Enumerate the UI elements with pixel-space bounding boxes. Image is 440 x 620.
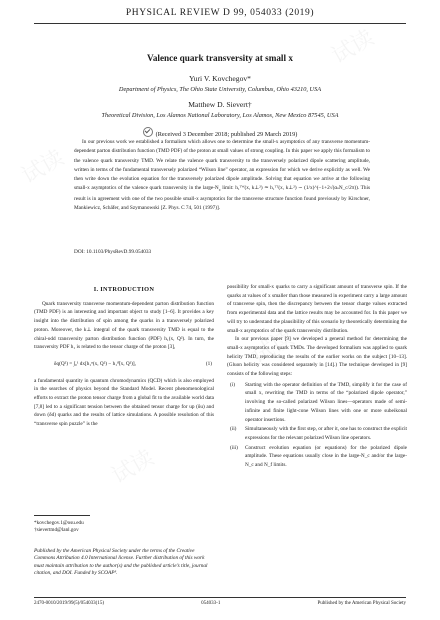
equation-body: [54, 360, 136, 369]
journal-header: PHYSICAL REVIEW D 99, 054033 (2019): [125, 8, 315, 18]
footnote-email[interactable]: †sievertmd@lanl.gov: [34, 527, 79, 534]
footnotes: [34, 520, 214, 534]
footer-publisher: Published by the American Physical Society: [317, 601, 406, 606]
watermark: [105, 441, 159, 490]
received-dates: [0, 127, 440, 138]
doi-link[interactable]: 10.1103/PhysRevD.99.054033: [86, 249, 152, 255]
abstract-formula: h₁ᵀᵂ(x, k⊥²) ≃ h₁ᵀᵀ(x, k⊥²) ∼ (1/x)^(−1+2√(αₛN_c/2π)): [235, 185, 358, 192]
list-item: [227, 444, 407, 470]
body-paragraph: a fundamental quantity in quantum chromodynamics (QCD) which is also employed in the searches of physics beyond the Standard Model. Recent phenomenological efforts to extract the proton tensor charge from a global fit to the available world data [7,8] led to a significant tension between the obtained tensor charge for up (δu) and down (δd) quarks and the results of lattice simulations. A possible resolution of this “transverse spin puzzle” is the: [34, 377, 214, 428]
body-paragraph: In our previous paper [9] we developed a general method for determining the small-x asymptotics of quark TMDs. The developed formalism was applied to quark helicity TMD, reproducing the results of the earlier works on the subject [10–13]. (Gluon helicity was considered separately in [14].) The technique developed in [9] consists of the following steps:: [227, 336, 407, 378]
paper-title: Valence quark transversity at small x: [147, 53, 293, 63]
equation-number: (1): [205, 360, 212, 367]
right-column: [227, 283, 407, 471]
check-for-updates-icon[interactable]: [143, 127, 153, 137]
step-number: (iii): [230, 444, 238, 451]
page-number: 054033-1: [201, 601, 221, 606]
footer-rule: [34, 597, 406, 598]
equation: [34, 360, 214, 369]
author-name: Yuri V. Kovchegov*: [189, 74, 251, 83]
received-text: (Received 3 December 2018; published 29 March 2019): [155, 131, 298, 138]
step-number: (i): [230, 381, 235, 388]
doi-label: DOI:: [74, 249, 85, 255]
footnote-rule: [34, 515, 90, 516]
steps-list: [227, 381, 407, 470]
author-name: Matthew D. Sievert†: [188, 100, 252, 109]
body-paragraph: possibility for small-x quarks to carry a significant amount of transverse spin. If the quarks at values of x smaller than those measured in experiment carry a large amount of transverse spin, then the discrepancy between the tensor charge values extracted from experimental data and the lattice results may be accounted for. In this paper we will try to understand the plausibility of this scenario by theoretically determining the small-x asymptotics of the quark transversity distribution.: [227, 284, 407, 334]
header-rule: [34, 23, 406, 24]
step-text: Construct evolution equation (or equations) for the polarized dipole amplitude. These equations usually close in the large-N_c and/or the large-N_c and N_f limits.: [245, 444, 407, 469]
body-paragraph: Quark transversity transverse momentum-dependent parton distribution function (TMD PDF) is an interesting and important object to study [1–6]. It provides a key insight into the distribution of spin among the quarks in a transversely polarized proton. Moreover, the k⊥ integral of the quark transversity TMD is equal to the chiral-odd transversity parton distribution function (PDF) h₁(x, Q²). In turn, the transversity PDF h₁ is related to the tensor charge of the proton [3],: [34, 300, 214, 351]
left-column: [34, 283, 214, 429]
footnote-email[interactable]: *kovchegov.1@osu.edu: [34, 520, 84, 526]
step-number: (ii): [230, 426, 237, 433]
list-item: [227, 425, 407, 442]
abstract-tail: . This result is in agreement with one of the two possible small-x asymptotics for the transverse structure function found previously by Kirschner, Mankiewicz, Schäfer, and Szymanowski: [74, 185, 370, 212]
abstract: [74, 138, 370, 213]
author-affiliation: Theoretical Division, Los Alamos National Laboratory, Los Alamos, New Mexico 87545, USA: [101, 112, 339, 119]
author-affiliation: Department of Physics, The Ohio State University, Columbus, Ohio 43210, USA: [118, 86, 322, 93]
abstract-paragraph: In our previous work we established a formalism which allows one to determine the small-x asymptotics of any transverse momentum-dependent parton distribution function (TMD PDF) of the proton at small values of strong coupling. In this paper we apply this formalism to the valence quark transversity TMD. We relate the valence quark transversity to the transversely polarized dipole scattering amplitude, written in terms of the fundamental transversely polarized “Wilson line” operator, an expression for which we derive explicitly as well. We then write down the evolution equation for the transversely polarized dipole amplitude. Solving that equation we arrive at the following small-x asymptotics of the valence quark transversity in the large-$N_c$ limit: h₁ᵀᵂ(x, k⊥²) ≃ h₁ᵀᵀ(x, k⊥²) ∼ (1/x)^(−1+2√(αₛN_c/2π)). This result is in agreement with one of the two possible small-x asymptotics for the transverse structure function found previously by Kirschner, Mankiewicz, Schäfer, and Szymanowski [Z. Phys. C 74, 501 (1997)].: [74, 139, 370, 212]
abstract-body: In our previous work we established a formalism which allows one to determine the small-x asymptotics of any transverse momentum-dependent parton distribution function (TMD PDF) of the proton at small values of strong coupling. In this paper we apply this formalism to the valence quark transversity TMD. We relate the valence quark transversity to the transversely polarized dipole scattering amplitude, written in terms of the fundamental transversely polarized “Wilson line” operator, an expression for which we derive explicitly as well. We then write down the evolution equation for the transversely polarized dipole amplitude. Solving that equation we arrive at the following small-x asymptotics of the valence quark transversity in the large-N: [74, 139, 370, 192]
step-text: Starting with the operator definition of the TMD, simplify it for the case of small x, rewriting the TMD in terms of the “polarized dipole operator,” involving the so-called polarized Wilson lines—operators made of semi-infinite and finite light-cone Wilson lines with one or more subeikonal operator insertions.: [245, 381, 407, 423]
journal-reference-link[interactable]: Z. Phys. C 74, 501 (1997): [162, 205, 217, 212]
equation-integral: ∫₀¹: [73, 360, 79, 367]
step-text: Simultaneously with the first step, or after it, one has to construct the explicit expressions for the relevant polarized Wilson line operators.: [245, 426, 407, 441]
license-note: Published by the American Physical Society under the terms of the Creative Commons Attribution 4.0 International license. Further distribution of this work must maintain attribution to the author(s) and the published article’s title, journal citation, and DOI. Funded by SCOAP³.: [34, 548, 208, 577]
abstract-subscript: c: [218, 187, 221, 193]
watermark: [15, 141, 69, 190]
section-title: I. INTRODUCTION: [93, 286, 155, 293]
doi-line: [74, 249, 151, 255]
equation-rhs: dx[h₁ᵠ(x, Q²) − h₁ᵠ̅(x, Q²)],: [79, 360, 136, 367]
equation-lhs: δq(Q²) =: [54, 360, 73, 367]
list-item: [227, 381, 407, 425]
footer-issn: 2470-0010/2019/99(5)/054033(15): [34, 601, 104, 606]
page-footer: [34, 601, 406, 606]
abstract-end: .: [218, 205, 221, 212]
